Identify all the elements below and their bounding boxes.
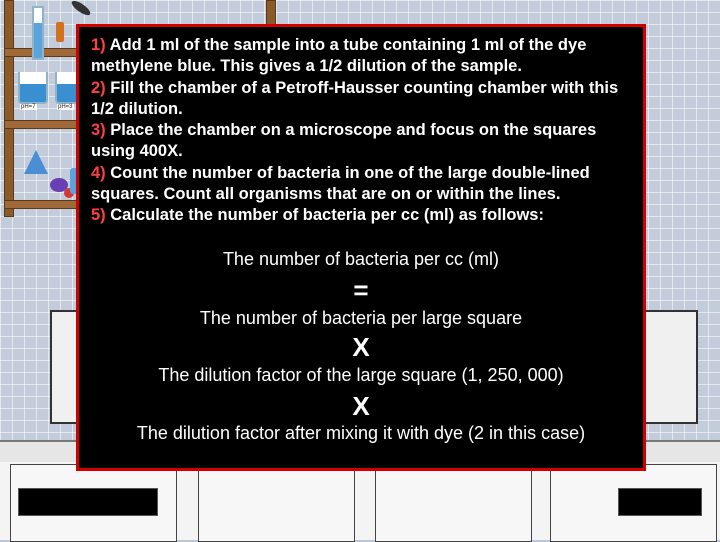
beaker-ph7-icon[interactable] <box>18 72 48 104</box>
formula-lhs: The number of bacteria per cc (ml) <box>222 249 500 269</box>
formula-term-1: The number of bacteria per large square <box>199 308 523 328</box>
step-number: 4) <box>91 163 106 182</box>
step-4 <box>91 163 639 206</box>
instruction-panel <box>76 24 646 471</box>
drawer-handle-4[interactable] <box>618 488 702 516</box>
formula-equals: = <box>353 275 369 305</box>
step-2 <box>91 78 639 121</box>
drawer-2[interactable] <box>198 464 355 542</box>
step-1 <box>91 35 639 78</box>
step-text: Fill the chamber of a Petroff-Hausser counting chamber with this 1/2 dilution. <box>91 78 619 118</box>
graduated-cylinder-icon <box>32 6 44 60</box>
step-text: Calculate the number of bacteria per cc (ml) as follows: <box>110 206 544 225</box>
formula-times-1: X <box>352 332 370 362</box>
equipment-panel-right <box>644 310 698 424</box>
formula-times-2: X <box>352 391 370 421</box>
step-number: 1) <box>91 36 106 54</box>
formula-term-3: The dilution factor after mixing it with dye (2 in this case) <box>136 423 586 443</box>
step-text: Add 1 ml of the sample into a tube containing 1 ml of the dye methylene blue. This gives a 1/2 dilution of the sample. <box>91 36 587 76</box>
step-number: 5) <box>91 206 106 225</box>
instruction-steps <box>91 35 639 227</box>
beaker-ph3-label: pH=3 <box>58 104 73 110</box>
step-text: Place the chamber on a microscope and focus on the squares using 400X. <box>91 121 597 161</box>
dropper-bottle-icon <box>56 22 64 42</box>
shelf-post-left <box>4 0 14 217</box>
drawer-3[interactable] <box>375 464 532 542</box>
drawer-handle-1[interactable] <box>18 488 158 516</box>
step-number: 2) <box>91 78 106 97</box>
flask-icon[interactable] <box>24 150 48 174</box>
beaker-ph7-label: pH=7 <box>21 104 36 110</box>
step-5 <box>91 205 639 226</box>
step-text: Count the number of bacteria in one of the large double-lined squares. Count all organisms that are on or within the lines. <box>91 163 590 204</box>
step-number: 3) <box>91 121 106 140</box>
step-3 <box>91 120 639 163</box>
formula-term-2: The dilution factor of the large square (1, 250, 000) <box>158 365 564 385</box>
